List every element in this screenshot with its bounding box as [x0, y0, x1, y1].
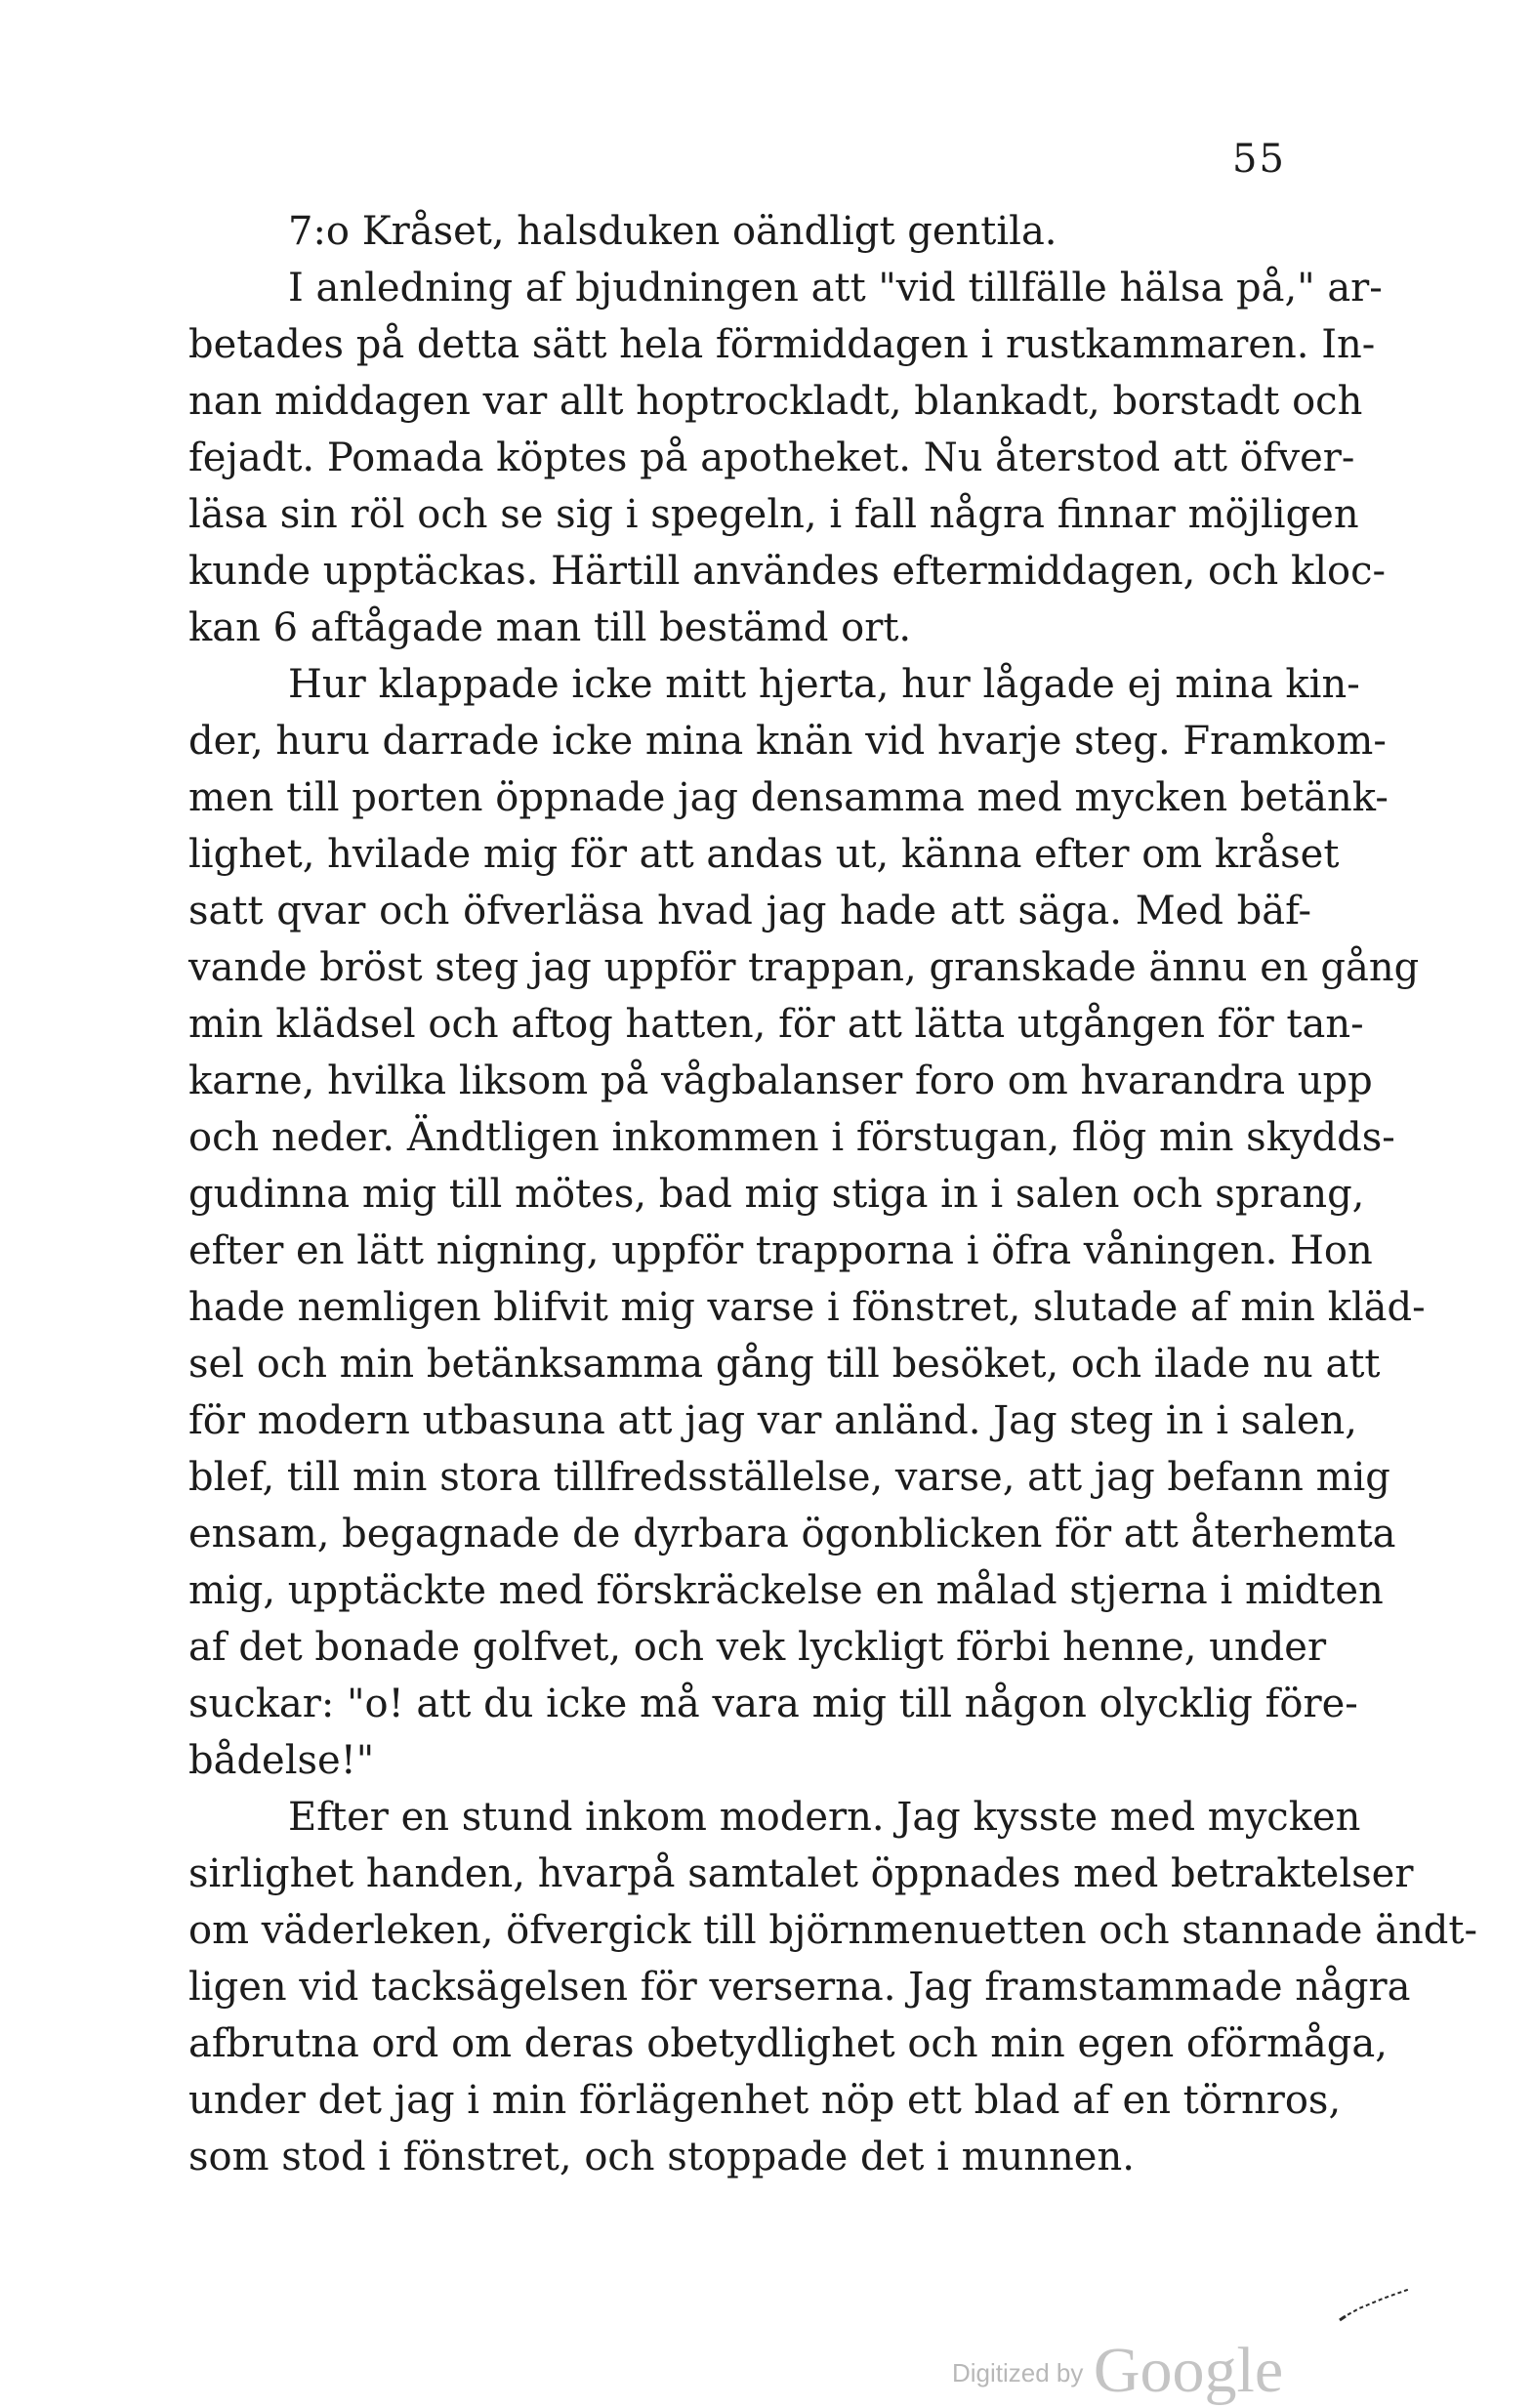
- text-line: betades på detta sätt hela förmiddagen i rustkammaren. In-: [188, 322, 1376, 367]
- text-line: blef, till min stora tillfredsställelse, varse, att jag befann mig: [188, 1455, 1390, 1500]
- digitized-by-label: Digitized by: [952, 2358, 1084, 2387]
- text-line: min klädsel och aftog hatten, för att lätta utgången för tan-: [188, 1002, 1364, 1047]
- text-line: der, huru darrade icke mina knän vid hvarje steg. Framkom-: [188, 719, 1387, 764]
- text-line: af det bonade golfvet, och vek lyckligt förbi henne, under: [188, 1625, 1327, 1670]
- text-line: karne, hvilka liksom på vågbalanser foro om hvarandra upp: [188, 1059, 1373, 1103]
- text-line: kunde upptäckas. Härtill användes eftermiddagen, och kloc-: [188, 549, 1387, 594]
- text-line: fejadt. Pomada köptes på apotheket. Nu återstod att öfver-: [188, 436, 1355, 480]
- text-line: Hur klappade icke mitt hjerta, hur lågade ej mina kin-: [288, 662, 1360, 707]
- text-line: hade nemligen blifvit mig varse i fönstret, slutade af min kläd-: [188, 1285, 1426, 1330]
- text-line: nan middagen var allt hoptrockladt, blankadt, borstadt och: [188, 379, 1363, 424]
- text-line: kan 6 aftågade man till bestämd ort.: [188, 605, 912, 650]
- ink-mark: [1338, 2285, 1416, 2324]
- text-line: läsa sin röl och se sig i spegeln, i fall några finnar möjligen: [188, 492, 1359, 537]
- digitized-by-watermark: [952, 2334, 1283, 2408]
- text-line: ligen vid tacksägelsen för verserna. Jag framstammade några: [188, 1965, 1411, 2010]
- text-line: Efter en stund inkom modern. Jag kysste med mycken: [288, 1795, 1361, 1840]
- text-line: satt qvar och öfverläsa hvad jag hade att säga. Med bäf-: [188, 889, 1311, 934]
- text-line: som stod i fönstret, och stoppade det i munnen.: [188, 2135, 1135, 2180]
- text-line: sirlighet handen, hvarpå samtalet öppnades med betraktelser: [188, 1851, 1414, 1896]
- text-line: efter en lätt nigning, uppför trapporna i öfra våningen. Hon: [188, 1228, 1373, 1273]
- text-line: I anledning af bjudningen att "vid tillfälle hälsa på," ar-: [288, 266, 1383, 311]
- text-line: mig, upptäckte med förskräckelse en målad stjerna i midten: [188, 1568, 1384, 1613]
- text-line: suckar: "o! att du icke må vara mig till någon olycklig före-: [188, 1681, 1358, 1726]
- text-line: gudinna mig till mötes, bad mig stiga in i salen och sprang,: [188, 1172, 1365, 1217]
- text-line: 7:o Kråset, halsduken oändligt gentila.: [288, 209, 1057, 254]
- text-line: ensam, begagnade de dyrbara ögonblicken för att återhemta: [188, 1512, 1396, 1557]
- text-line: under det jag i min förlägenhet nöp ett blad af en törnros,: [188, 2078, 1342, 2123]
- text-line: lighet, hvilade mig för att andas ut, känna efter om kråset: [188, 832, 1340, 877]
- text-line: afbrutna ord om deras obetydlighet och min egen oförmåga,: [188, 2021, 1388, 2066]
- page-number: 55: [1232, 137, 1286, 182]
- text-line: bådelse!": [188, 1738, 375, 1783]
- text-line: för modern utbasuna att jag var anländ. Jag steg in i salen,: [188, 1398, 1358, 1443]
- text-line: vande bröst steg jag uppför trappan, granskade ännu en gång: [188, 945, 1420, 990]
- google-logo: Google: [1093, 2335, 1284, 2406]
- text-line: om väderleken, öfvergick till björnmenuetten och stannade ändt-: [188, 1908, 1477, 1953]
- text-line: men till porten öppnade jag densamma med mycken betänk-: [188, 775, 1389, 820]
- text-line: sel och min betänksamma gång till besöket, och ilade nu att: [188, 1342, 1381, 1387]
- text-line: och neder. Ändtligen inkommen i förstugan, flög min skydds-: [188, 1115, 1395, 1160]
